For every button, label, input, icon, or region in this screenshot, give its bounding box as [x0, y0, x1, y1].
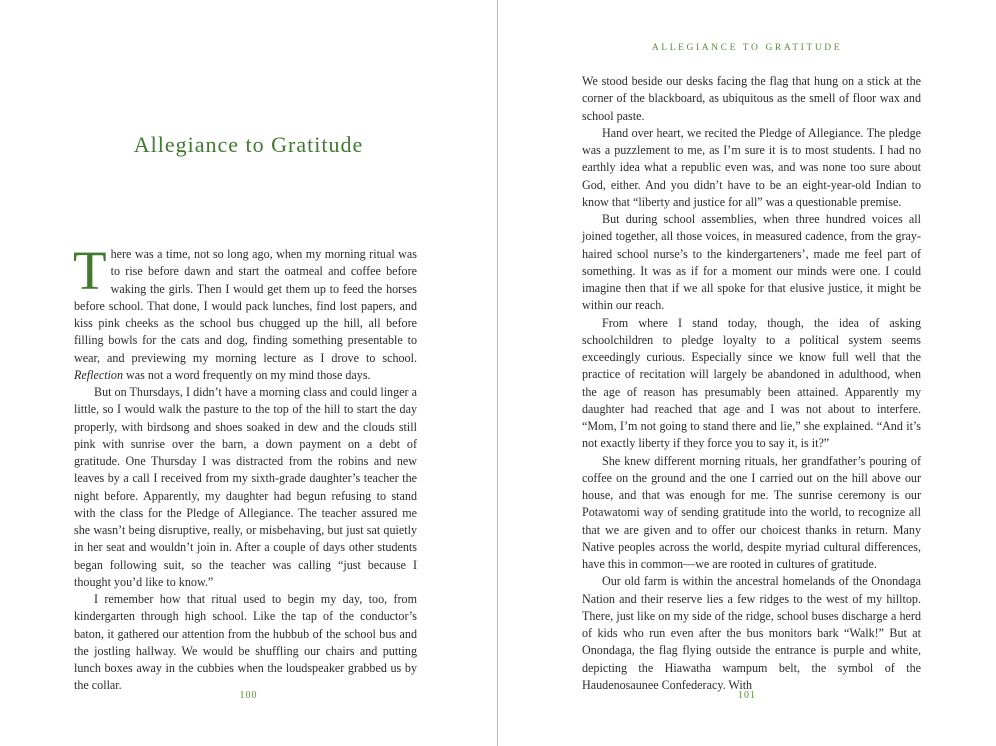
paragraph: I remember how that ritual used to begin my day, too, from kindergarten through high school. Like the tap of the conductor’s baton, it gathered our attention from the hubbub of the school bus and the jostling hallway. We would be shuffling our chairs and putting lunch boxes away in the cubbies when the loudspeaker grabbed us by the collar. [74, 592, 417, 693]
paragraph: We stood beside our desks facing the flag that hung on a stick at the corner of the blackboard, as ubiquitous as the smell of floor wax and school paste. [582, 74, 921, 123]
page-number: 100 [239, 690, 258, 701]
left-page [0, 0, 497, 746]
paragraph: She knew different morning rituals, her grandfather’s pouring of coffee on the ground and the one I carried out on the hill above our house, and that was enough for me. The sunrise ceremony is our Potawatomi way of sending gratitude into the world, to recognize all that we are given and to offer our choicest thanks in return. Many Native peoples across the world, despite myriad cultural differences, have this in common—we are rooted in cultures of gratitude. [582, 453, 921, 571]
right-page [498, 0, 996, 746]
paragraph: Hand over heart, we recited the Pledge of Allegiance. The pledge was a puzzlement to me, as I’m sure it is to most students. I had no earthly idea what a republic even was, and was none too sure about God, either. And you didn’t have to be an eight-year-old Indian to know that “liberty and justice for all” was a questionable premise. [582, 125, 921, 209]
paragraph: From where I stand today, though, the idea of asking schoolchildren to pledge loyalty to a political system seems exceedingly curious. Especially since we know full well that the practice of recitation will largely be abandoned in adulthood, when the age of reason has presumably been attained. Apparently my daughter had reached that age and I was not about to interfere. “Mom, I’m not going to stand there and lie,” she explained. “And it’s not exactly liberty if they force you to say it, is it?” [582, 315, 921, 451]
paragraph: There was a time, not so long ago, when my morning ritual was to rise before dawn and start the oatmeal and coffee before waking the girls. Then I would get them up to feed the horses before school. That done, I would pack lunches, find lost papers, and kiss pink cheeks as the school bus chugged up the hill, all before filling bowls for the cats and dog, finding something presentable to wear, and previewing my morning lecture as I drove to school. Reflection was not a word frequently on my mind those days. [73, 240, 417, 382]
paragraph: But during school assemblies, when three hundred voices all joined together, all those voices, in measured cadence, from the gray-haired school nurse’s to the kindergarteners’, made me feel part of something. It was as if for a moment our minds were one. I could imagine then that if we all spoke for that elusive justice, it might be within our reach. [582, 212, 921, 313]
italic-word: Reflection [74, 367, 124, 382]
paragraph: Our old farm is within the ancestral homelands of the Onondaga Nation and their reserve lies a few ridges to the west of my hilltop. There, just like on my side of the ridge, school buses discharge a herd of kids who run even after the bus monitors bark “Walk!” But at Onondaga, the flag flying outside the entrance is purple and white, depicting the Hiawatha wampum belt, the symbol of the Haudenosaunee Confederacy. With [582, 574, 921, 692]
drop-cap: T [73, 240, 107, 301]
chapter-title: Allegiance to Gratitude [133, 132, 364, 157]
paragraph: But on Thursdays, I didn’t have a morning class and could linger a little, so I would walk the pasture to the top of the hill to start the day properly, with birdsong and shoes soaked in dew and the clouds still pink with sunrise over the barn, a down payment on a debt of gratitude. One Thursday I was distracted from the robins and new leaves by a call I received from my sixth-grade daughter’s teacher the night before. Apparently, my daughter had begun refusing to stand with the class for the Pledge of Allegiance. The teacher assured me she wasn’t being disruptive, really, or misbehaving, but just sat quietly in her seat and wouldn’t join in. After a couple of days other students began following suit, so the teacher was calling “just because I thought you’d like to know.” [74, 385, 417, 589]
left-body-text [73, 240, 417, 695]
right-body-text [582, 73, 921, 694]
running-head: ALLEGIANCE TO GRATITUDE [651, 43, 843, 53]
page-number: 101 [738, 690, 756, 701]
